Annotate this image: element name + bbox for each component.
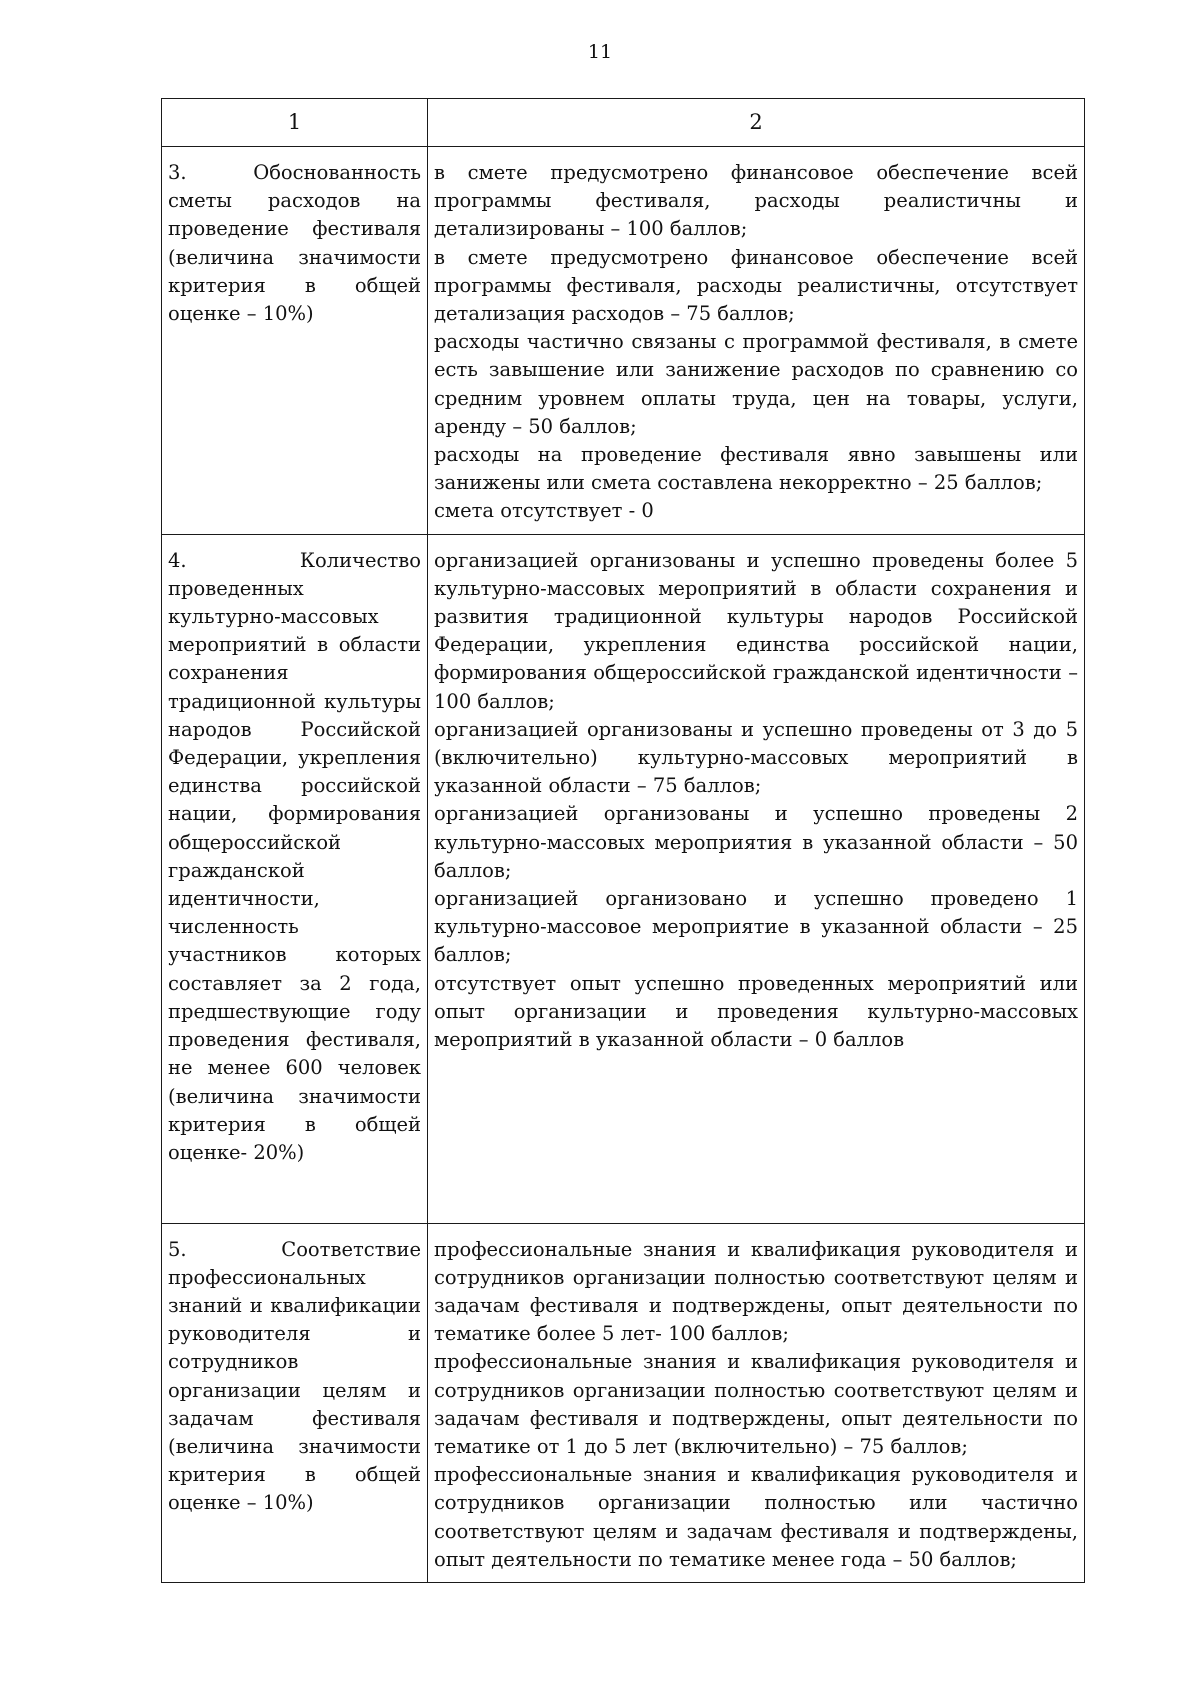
criterion-cell [162, 1223, 428, 1582]
table-row [162, 1223, 1085, 1582]
score-item: профессиональные знания и квалификация руководителя и сотрудников организации полностью соответствуют целям и задачам фестиваля и подтверждены, опыт деятельности по тематике более 5 лет- 100 баллов; [434, 1237, 1078, 1346]
score-item: организацией организовано и успешно проведено 1 культурно-массовое мероприятие в указанной области – 25 баллов; [434, 887, 1078, 967]
score-item: в смете предусмотрено финансовое обеспечение всей программы фестиваля, расходы реалистичны, отсутствует детализация расходов – 75 баллов; [434, 245, 1078, 326]
score-item: профессиональные знания и квалификация руководителя и сотрудников организации полностью или частично соответствуют целям и задачам фестиваля и подтверждены, опыт деятельности по тематике менее года – 50 баллов; [434, 1463, 1078, 1571]
score-item: организацией организованы и успешно проведены более 5 культурно-массовых мероприятий в области сохранения и развития традиционной культуры народов Российской Федерации, укрепления единства российской нации, формирования общероссийской гражданской идентичности – 100 баллов; [434, 548, 1078, 713]
score-item: смета отсутствует - 0 [434, 499, 654, 523]
score-item: расходы на проведение фестиваля явно завышены или занижены или смета составлена некорректно – 25 баллов; [434, 443, 1078, 495]
criterion-cell [162, 147, 428, 535]
criterion-text: 5. Соответствие профессиональных знаний и квалификации руководителя и сотрудников организации целям и задачам фестиваля (величина значимости критерия в общей оценке – 10%) [168, 1237, 421, 1515]
score-item: организацией организованы и успешно проведены 2 культурно-массовых мероприятия в указанной области – 50 баллов; [434, 802, 1078, 882]
criterion-text: 3. Обоснованность сметы расходов на проведение фестиваля (величина значимости критерия в общей оценке – 10%) [168, 161, 421, 326]
scores-cell [428, 147, 1085, 535]
score-item: профессиональные знания и квалификация руководителя и сотрудников организации полностью соответствуют целям и задачам фестиваля и подтверждены, опыт деятельности по тематике от 1 до 5 лет (включительно) – 75 баллов; [434, 1350, 1078, 1459]
table-row [162, 147, 1085, 535]
page-number: 11 [587, 41, 613, 63]
scores-cell [428, 534, 1085, 1223]
score-item: в смете предусмотрено финансовое обеспечение всей программы фестиваля, расходы реалистичны и детализированы – 100 баллов; [434, 161, 1078, 241]
criteria-table [161, 98, 1085, 1583]
table-row [162, 534, 1085, 1223]
criterion-cell [162, 534, 428, 1223]
column-header-2: 2 [428, 99, 1085, 147]
criterion-text: 4. Количество проведенных культурно-массовых мероприятий в области сохранения традиционной культуры народов Российской Федерации, укрепления единства российской нации, формирования общероссийской гражданской идентичности, численность участников которых составляет за 2 года, предшествующие году проведения фестиваля, не менее 600 человек (величина значимости критерия в общей оценке- 20%) [168, 548, 421, 1164]
scores-cell [428, 1223, 1085, 1582]
score-item: расходы частично связаны с программой фестиваля, в смете есть завышение или занижение расходов по сравнению со средним уровнем оплаты труда, цен на товары, услуги, аренду – 50 баллов; [434, 330, 1078, 438]
table-header-row [162, 99, 1085, 147]
column-header-1: 1 [162, 99, 428, 147]
score-item: отсутствует опыт успешно проведенных мероприятий или опыт организации и проведения культурно-массовых мероприятий в указанной области – 0 баллов [434, 971, 1078, 1052]
score-item: организацией организованы и успешно проведены от 3 до 5 (включительно) культурно-массовых мероприятий в указанной области – 75 баллов; [434, 717, 1078, 798]
